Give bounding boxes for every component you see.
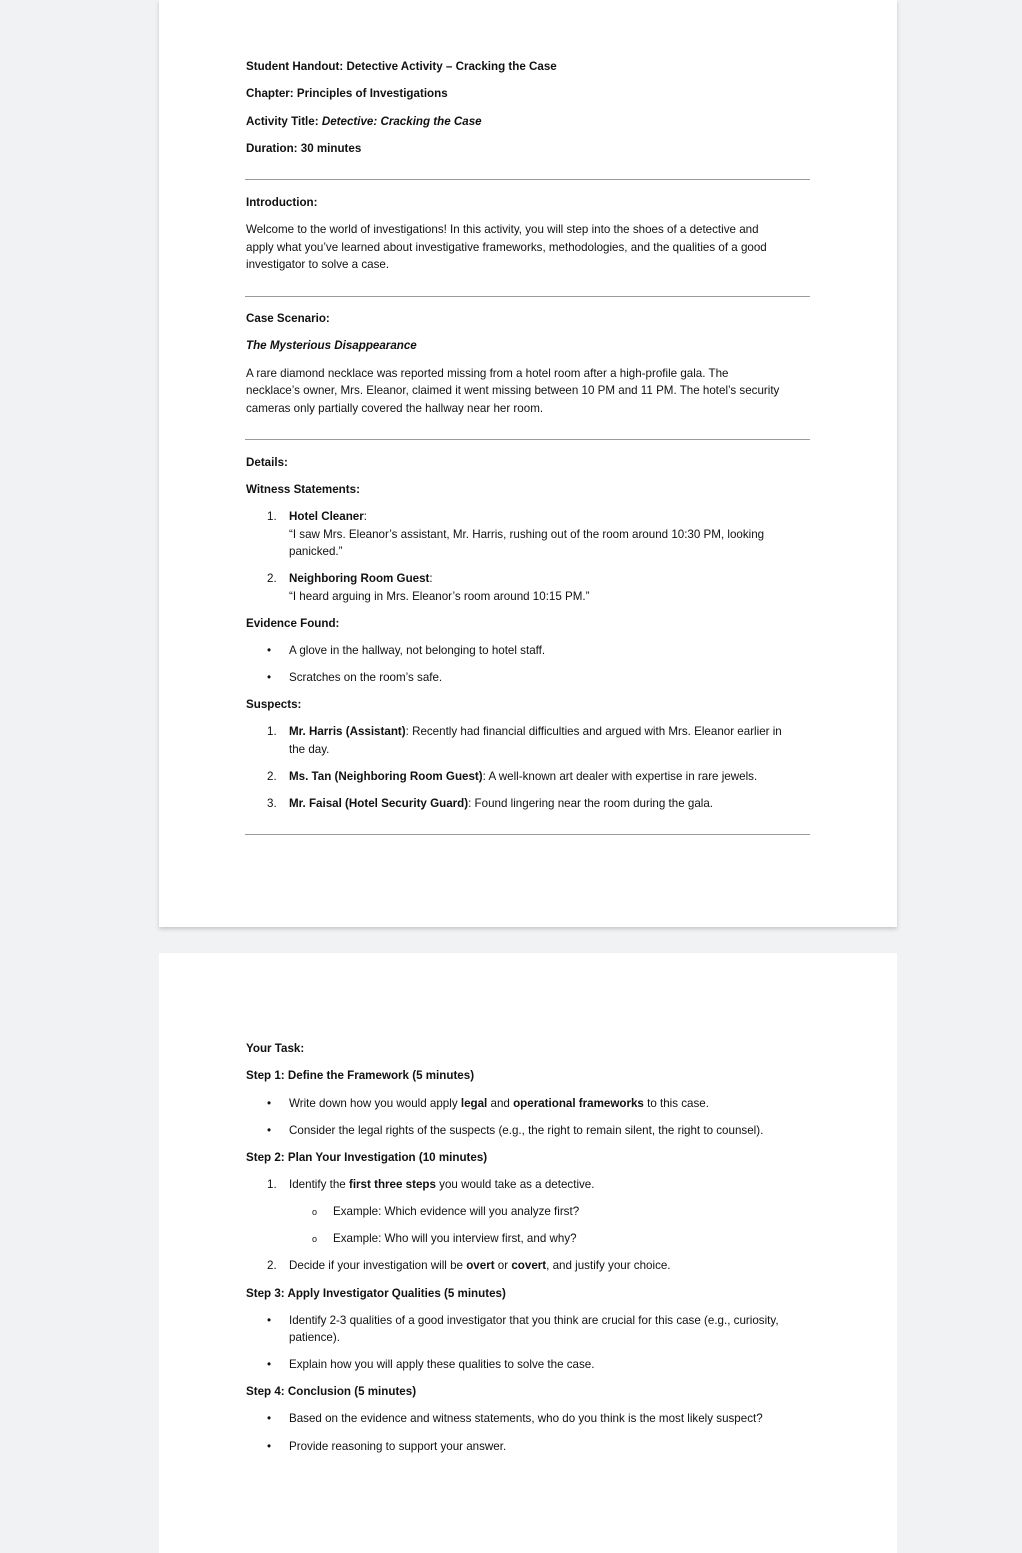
divider (245, 439, 810, 440)
bullet-icon (267, 671, 271, 685)
witness-name: Hotel Cleaner (289, 510, 364, 523)
step2-text (289, 1178, 594, 1192)
witness-name: Neighboring Room Guest (289, 572, 430, 585)
text-fragment: first three steps (348, 1178, 436, 1191)
divider (245, 834, 810, 835)
suspect-name: Mr. Harris (Assistant) (289, 725, 406, 738)
bullet-icon (267, 1097, 271, 1111)
duration: Duration: 30 minutes (246, 142, 362, 155)
evidence-text: Scratches on the room’s safe. (289, 671, 443, 684)
suspect-name: Mr. Faisal (Hotel Security Guard) (289, 797, 469, 810)
bullet-icon (267, 1314, 271, 1328)
divider (245, 179, 810, 180)
text-fragment: Decide if your investigation will be (289, 1259, 467, 1272)
handout-title: Student Handout: Detective Activity – Cracking the Case (246, 60, 557, 73)
text-fragment: Identify the (289, 1178, 349, 1191)
introduction-heading: Introduction: (246, 196, 318, 209)
step1-heading: Step 1: Define the Framework (5 minutes) (246, 1069, 475, 1082)
step4-text: Based on the evidence and witness statements, who do you think is the most likely suspect? (289, 1412, 763, 1425)
step3-text: Identify 2-3 qualities of a good investigator that you think are crucial for this case (e.g., curiosity, (289, 1314, 779, 1327)
evidence-heading: Evidence Found: (246, 617, 340, 630)
circle-bullet-icon (312, 1232, 317, 1246)
case-heading: Case Scenario: (246, 312, 330, 325)
list-number: 2. (267, 770, 277, 783)
witness-heading: Witness Statements: (246, 483, 360, 496)
text-fragment: Write down how you would apply (289, 1097, 461, 1110)
chapter-value: Principles of Investigations (296, 87, 448, 100)
text-fragment: and (487, 1097, 514, 1110)
case-line: necklace’s owner, Mrs. Eleanor, claimed it went missing between 10 PM and 11 PM. The hotel’s security (246, 384, 780, 397)
list-number: 1. (267, 510, 277, 523)
details-heading: Details: (246, 456, 288, 469)
intro-line: investigator to solve a case. (246, 258, 390, 271)
case-line: cameras only partially covered the hallway near her room. (246, 402, 544, 415)
page-2 (159, 953, 897, 1553)
list-number: 2. (267, 1259, 277, 1272)
step1-text: Consider the legal rights of the suspects (e.g., the right to remain silent, the right to counsel). (289, 1124, 764, 1137)
text-fragment: to this case. (643, 1097, 709, 1110)
activity-value: Detective: Cracking the Case (321, 115, 482, 128)
suspects-heading: Suspects: (246, 698, 302, 711)
bullet-icon (267, 1440, 271, 1454)
case-line: A rare diamond necklace was reported missing from a hotel room after a high-profile gala. The (246, 367, 729, 380)
step4-text: Provide reasoning to support your answer. (289, 1440, 507, 1453)
list-number: 1. (267, 725, 277, 738)
bullet-icon (267, 1124, 271, 1138)
subitem-text: Example: Which evidence will you analyze first? (333, 1205, 580, 1218)
chapter-label: Chapter: (246, 87, 294, 100)
circle-bullet-icon (312, 1205, 317, 1219)
suspect-desc: : A well-known art dealer with expertise in rare jewels. (482, 770, 758, 783)
witness-quote: panicked.” (289, 545, 343, 558)
subitem-text: Example: Who will you interview first, and why? (333, 1232, 577, 1245)
separator: : (363, 510, 367, 523)
bullet-icon (267, 1412, 271, 1426)
step2-text (289, 1259, 671, 1273)
intro-line: apply what you’ve learned about investigative frameworks, methodologies, and the qualities of a good (246, 241, 767, 254)
step3-heading: Step 3: Apply Investigator Qualities (5 minutes) (246, 1287, 506, 1300)
chapter (246, 87, 448, 101)
page-1 (159, 0, 897, 927)
intro-line: Welcome to the world of investigations! In this activity, you will step into the shoes of a detective and (246, 223, 759, 236)
witness-quote: “I heard arguing in Mrs. Eleanor’s room around 10:15 PM.” (289, 590, 590, 603)
step3-text: patience). (289, 1331, 340, 1344)
suspect-desc: : Recently had financial difficulties and argued with Mrs. Eleanor earlier in (405, 725, 782, 738)
text-fragment: or (494, 1259, 512, 1272)
task-heading: Your Task: (246, 1042, 305, 1055)
suspect-desc: : Found lingering near the room during the gala. (468, 797, 714, 810)
activity-label: Activity Title: (246, 115, 319, 128)
evidence-text: A glove in the hallway, not belonging to hotel staff. (289, 644, 546, 657)
step4-heading: Step 4: Conclusion (5 minutes) (246, 1385, 417, 1398)
list-number: 2. (267, 572, 277, 585)
step2-heading: Step 2: Plan Your Investigation (10 minutes) (246, 1151, 488, 1164)
text-fragment: operational frameworks (513, 1097, 644, 1110)
activity-title (246, 115, 482, 129)
text-fragment: , and justify your choice. (546, 1259, 671, 1272)
list-number: 3. (267, 797, 277, 810)
suspect-name: Ms. Tan (Neighboring Room Guest) (289, 770, 483, 783)
step1-text (289, 1097, 709, 1111)
suspect-desc: the day. (289, 743, 330, 756)
witness-quote: “I saw Mrs. Eleanor’s assistant, Mr. Harris, rushing out of the room around 10:30 PM, looking (289, 528, 765, 541)
list-number: 1. (267, 1178, 277, 1191)
step3-text: Explain how you will apply these qualities to solve the case. (289, 1358, 595, 1371)
text-fragment: covert (511, 1259, 547, 1272)
text-fragment: overt (466, 1259, 495, 1272)
text-fragment: you would take as a detective. (435, 1178, 595, 1191)
bullet-icon (267, 644, 271, 658)
separator: : (429, 572, 433, 585)
text-fragment: legal (460, 1097, 488, 1110)
bullet-icon (267, 1358, 271, 1372)
divider (245, 296, 810, 297)
case-title: The Mysterious Disappearance (246, 339, 417, 352)
